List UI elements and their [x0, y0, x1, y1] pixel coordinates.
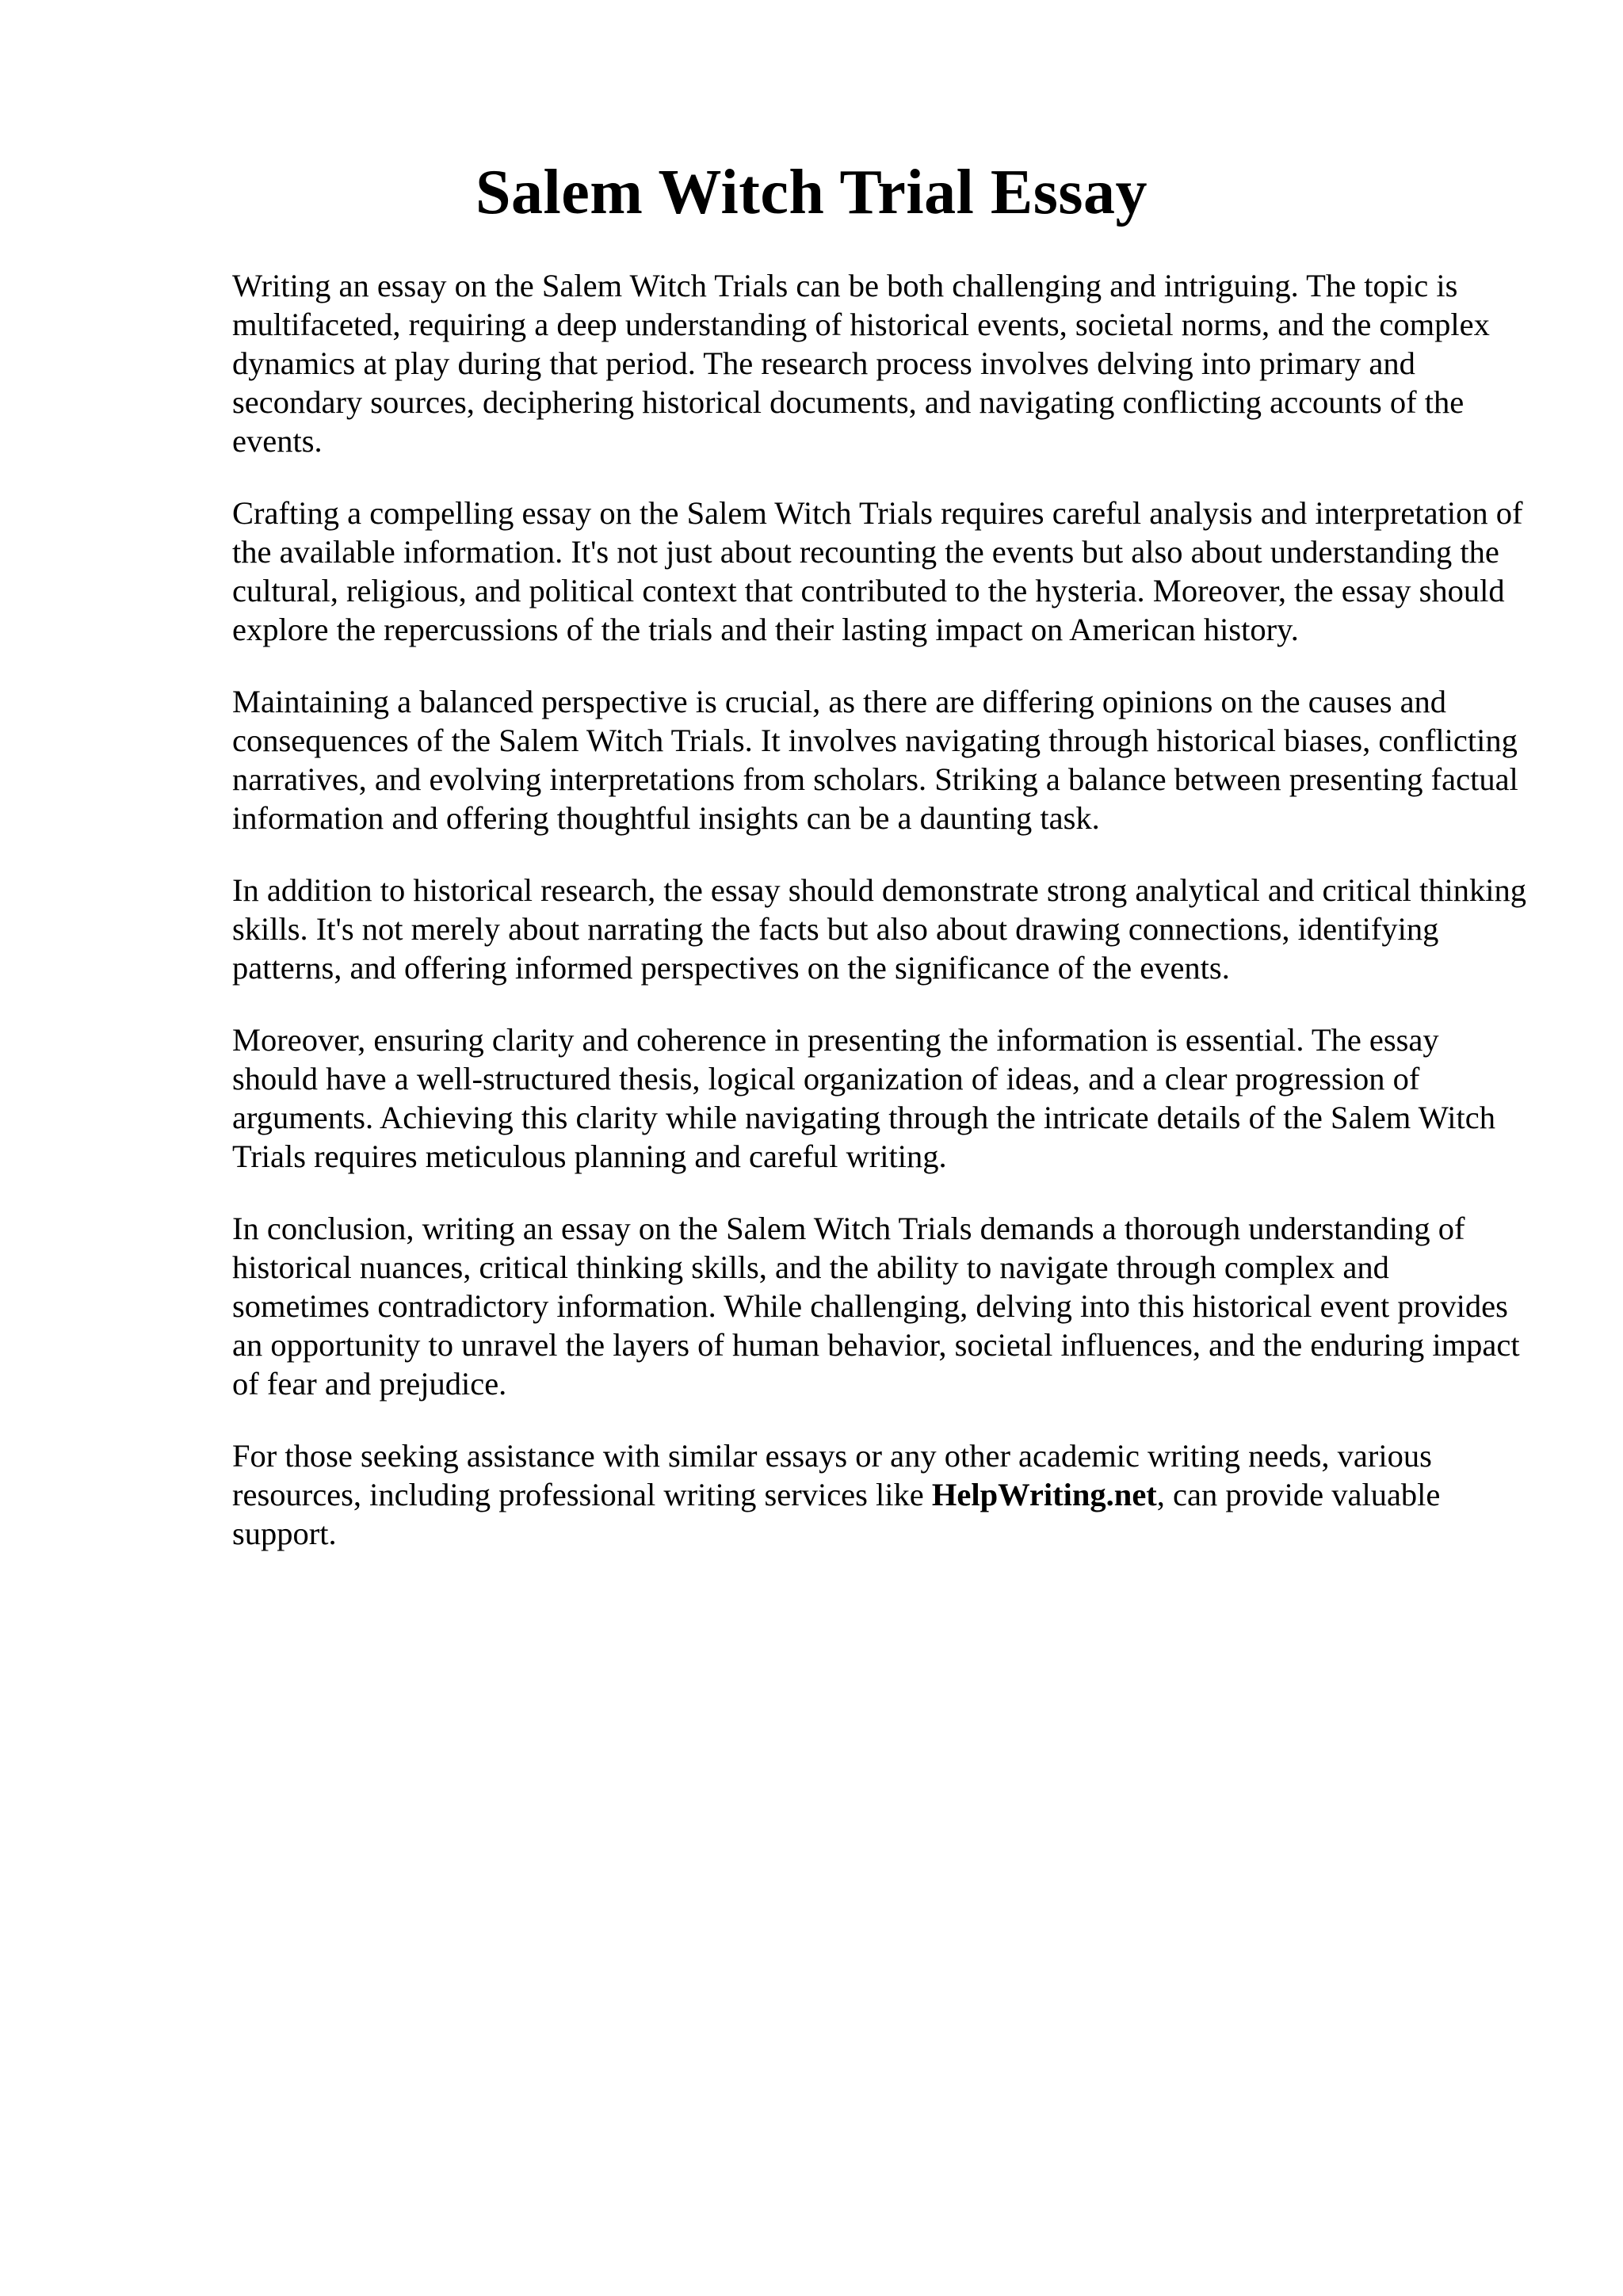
paragraph-6: In conclusion, writing an essay on the Salem Witch Trials demands a thorough understanding of historical nuances, critical thinking skills, and the ability to navigate through complex and sometimes contradictory information. While challenging, delving into this historical event provides an opportunity to unravel the layers of human behavior, societal influences, and the enduring impact of fear and prejudice. [232, 1211, 1520, 1402]
paragraph-2: Crafting a compelling essay on the Salem Witch Trials requires careful analysis and interpretation of the available information. It's not just about recounting the events but also about understanding the cultural, religious, and political context that contributed to the hysteria. Moreover, the essay should explore the repercussions of the trials and their lasting impact on American history. [232, 495, 1523, 647]
page-title: Salem Witch Trial Essay [475, 158, 1148, 227]
closing-text-after: , can provide valuable support. [232, 1477, 1441, 1551]
paragraph-1: Writing an essay on the Salem Witch Trials can be both challenging and intriguing. The topic is multifaceted, requiring a deep understanding of historical events, societal norms, and the complex dynamics at play during that period. The research process involves delving into primary and secondary sources, deciphering historical documents, and navigating conflicting accounts of the events. [232, 268, 1490, 459]
paragraph-5: Moreover, ensuring clarity and coherence in presenting the information is essential. The essay should have a well-structured thesis, logical organization of ideas, and a clear progression of arguments. Achieving this clarity while navigating through the intricate details of the Salem Witch Trials requires meticulous planning and careful writing. [232, 1022, 1495, 1174]
helpwriting-link[interactable]: HelpWriting.net [931, 1477, 1157, 1512]
closing-text-before: For those seeking assistance with similar essays or any other academic writing needs, various resources, including professional writing services like [232, 1438, 1432, 1512]
paragraph-4: In addition to historical research, the essay should demonstrate strong analytical and critical thinking skills. It's not merely about narrating the facts but also about drawing connections, identifying patterns, and offering informed perspectives on the significance of the events. [232, 872, 1527, 986]
closing-paragraph [232, 1436, 1532, 1553]
paragraph-3: Maintaining a balanced perspective is crucial, as there are differing opinions on the causes and consequences of the Salem Witch Trials. It involves navigating through historical biases, conflicting narratives, and evolving interpretations from scholars. Striking a balance between presenting factual information and offering thoughtful insights can be a daunting task. [232, 684, 1518, 836]
essay-body [232, 266, 1532, 1586]
